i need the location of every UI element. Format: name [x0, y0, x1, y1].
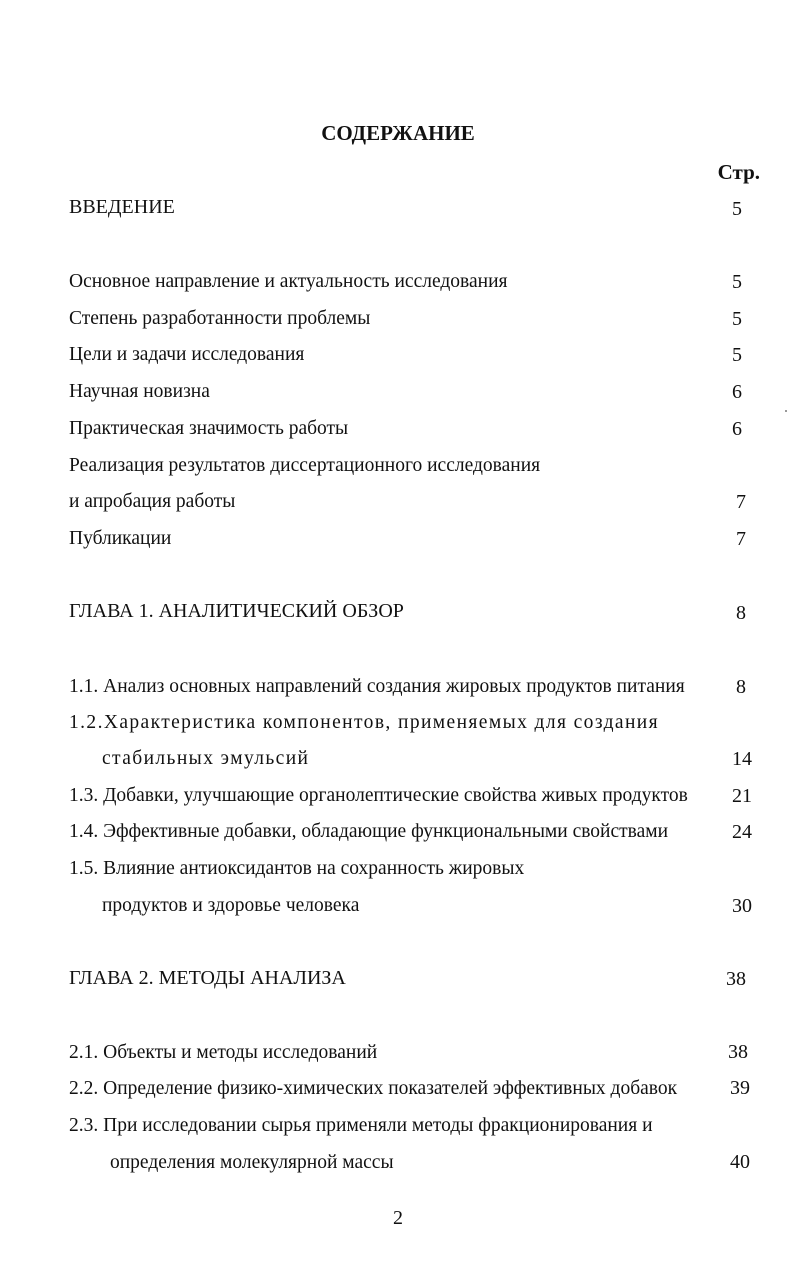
toc-section-1-3: 1.3. Добавки, улучшающие органолептические свойства живых продуктов — [69, 785, 688, 806]
toc-chapter-1: ГЛАВА 1. АНАЛИТИЧЕСКИЙ ОБЗОР — [69, 600, 404, 622]
toc-section-1-5: 1.5. Влияние антиоксидантов на сохранность жировых — [69, 858, 525, 879]
toc-page-intro: 5 — [732, 198, 742, 220]
toc-section-1-2-cont: стабильных эмульсий — [102, 748, 310, 769]
toc-page-section-1-3: 21 — [732, 785, 752, 807]
toc-page-section-1-5: 30 — [732, 895, 752, 917]
page-number: 2 — [393, 1207, 403, 1229]
toc-entry-practical-significance: Практическая значимость работы — [69, 418, 349, 439]
toc-page-section-1-2: 14 — [732, 748, 752, 770]
scan-speck — [785, 410, 787, 412]
toc-entry-publications: Публикации — [69, 528, 172, 549]
toc-page-chapter-2: 38 — [726, 968, 746, 990]
toc-page-section-2-3: 40 — [730, 1151, 750, 1173]
toc-section-2-1: 2.1. Объекты и методы исследований — [69, 1042, 378, 1063]
toc-page-novelty: 6 — [732, 381, 742, 403]
toc-section-1-1: 1.1. Анализ основных направлений создания жировых продуктов питания — [69, 676, 685, 697]
toc-entry-intro: ВВЕДЕНИЕ — [69, 196, 175, 218]
toc-section-2-3: 2.3. При исследовании сырья применяли методы фракционирования и — [69, 1115, 653, 1136]
toc-page-development-degree: 5 — [732, 308, 742, 330]
page-column-header: Стр. — [717, 160, 760, 184]
toc-entry-goals: Цели и задачи исследования — [69, 344, 305, 365]
toc-entry-relevance: Основное направление и актуальность исследования — [69, 271, 508, 292]
toc-section-1-4: 1.4. Эффективные добавки, обладающие функциональными свойствами — [69, 821, 669, 842]
toc-chapter-2: ГЛАВА 2. МЕТОДЫ АНАЛИЗА — [69, 967, 346, 989]
toc-entry-implementation-cont: и апробация работы — [69, 491, 236, 512]
toc-page-section-2-1: 38 — [728, 1041, 748, 1063]
toc-page-goals: 5 — [732, 344, 742, 366]
toc-page-implementation: 7 — [736, 491, 746, 513]
toc-page-practical-significance: 6 — [732, 418, 742, 440]
toc-page-publications: 7 — [736, 528, 746, 550]
toc-page-section-1-1: 8 — [736, 676, 746, 698]
toc-entry-development-degree: Степень разработанности проблемы — [69, 308, 371, 329]
toc-page-section-1-4: 24 — [732, 821, 752, 843]
toc-section-1-5-cont: продуктов и здоровье человека — [102, 895, 360, 916]
toc-section-1-2: 1.2.Характеристика компонентов, применяемых для создания — [69, 712, 659, 733]
toc-page-chapter-1: 8 — [736, 602, 746, 624]
toc-title: СОДЕРЖАНИЕ — [321, 121, 475, 145]
toc-section-2-2: 2.2. Определение физико-химических показателей эффективных добавок — [69, 1078, 678, 1099]
toc-page-relevance: 5 — [732, 271, 742, 293]
toc-entry-novelty: Научная новизна — [69, 381, 210, 402]
toc-entry-implementation: Реализация результатов диссертационного исследования — [69, 455, 541, 476]
toc-section-2-3-cont: определения молекулярной массы — [110, 1152, 394, 1173]
toc-page-section-2-2: 39 — [730, 1077, 750, 1099]
